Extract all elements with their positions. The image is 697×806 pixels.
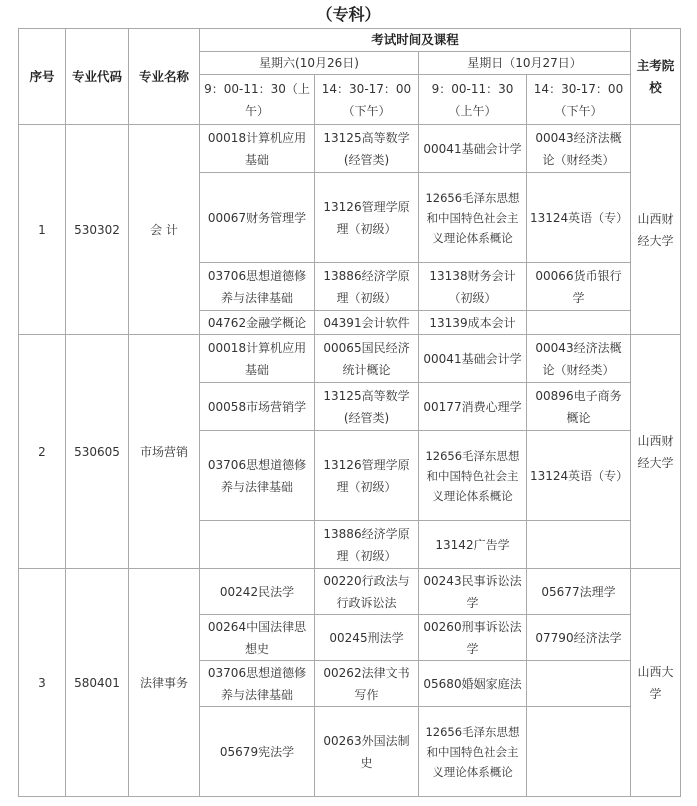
header-major-code: 专业代码 (66, 29, 129, 125)
major-code-cell: 530605 (66, 335, 129, 569)
course-cell: 12656毛泽东思想和中国特色社会主义理论体系概论 (419, 173, 527, 263)
school-cell: 山西大学 (631, 569, 681, 797)
course-cell: 00245刑法学 (315, 615, 419, 661)
course-cell: 00896电子商务概论 (527, 383, 631, 431)
course-cell: 04391会计软件 (315, 311, 419, 335)
seq-cell: 3 (19, 569, 66, 797)
header-saturday-morning: 9：00-11：30（上午） (200, 75, 315, 125)
course-cell: 00242民法学 (200, 569, 315, 615)
course-cell: 00260刑事诉讼法学 (419, 615, 527, 661)
major-code-cell: 530302 (66, 125, 129, 335)
major-name-cell: 法律事务 (129, 569, 200, 797)
major-code-cell: 580401 (66, 569, 129, 797)
page-title: （专科） (316, 5, 381, 24)
exam-schedule-table (18, 28, 681, 797)
course-cell: 13125高等数学(经管类) (315, 383, 419, 431)
course-cell: 05679宪法学 (200, 707, 315, 797)
course-cell: 00220行政法与行政诉讼法 (315, 569, 419, 615)
course-cell: 13138财务会计（初级） (419, 263, 527, 311)
course-cell: 03706思想道德修养与法律基础 (200, 431, 315, 521)
course-cell: 00066货币银行学 (527, 263, 631, 311)
school-cell: 山西财经大学 (631, 335, 681, 569)
course-cell: 00262法律文书写作 (315, 661, 419, 707)
course-cell: 00018计算机应用基础 (200, 335, 315, 383)
course-cell: 13886经济学原理（初级） (315, 521, 419, 569)
course-cell: 00067财务管理学 (200, 173, 315, 263)
course-cell: 13124英语（专） (527, 431, 631, 521)
course-cell: 13139成本会计 (419, 311, 527, 335)
header-major-name: 专业名称 (129, 29, 200, 125)
course-cell: 03706思想道德修养与法律基础 (200, 661, 315, 707)
course-cell: 00043经济法概论（财经类） (527, 335, 631, 383)
course-cell: 13124英语（专） (527, 173, 631, 263)
course-cell (200, 521, 315, 569)
seq-cell: 1 (19, 125, 66, 335)
course-cell: 00041基础会计学 (419, 335, 527, 383)
course-cell: 13886经济学原理（初级） (315, 263, 419, 311)
course-cell: 00263外国法制史 (315, 707, 419, 797)
course-cell (527, 311, 631, 335)
course-cell: 00058市场营销学 (200, 383, 315, 431)
course-cell: 04762金融学概论 (200, 311, 315, 335)
course-cell: 07790经济法学 (527, 615, 631, 661)
course-cell (527, 707, 631, 797)
course-cell: 13142广告学 (419, 521, 527, 569)
course-cell: 00177消费心理学 (419, 383, 527, 431)
header-seq: 序号 (19, 29, 66, 125)
course-cell (527, 661, 631, 707)
header-school: 主考院校 (631, 29, 681, 125)
major-name-cell: 会 计 (129, 125, 200, 335)
course-cell: 00043经济法概论（财经类） (527, 125, 631, 173)
course-cell: 13125高等数学(经管类) (315, 125, 419, 173)
course-cell: 03706思想道德修养与法律基础 (200, 263, 315, 311)
course-cell: 12656毛泽东思想和中国特色社会主义理论体系概论 (419, 431, 527, 521)
header-sunday: 星期日（10月27日） (419, 52, 631, 75)
course-cell: 00243民事诉讼法学 (419, 569, 527, 615)
header-sunday-morning: 9：00-11：30（上午） (419, 75, 527, 125)
course-cell: 13126管理学原理（初级） (315, 173, 419, 263)
course-cell: 05680婚姻家庭法 (419, 661, 527, 707)
table-row (19, 335, 681, 383)
header-saturday-afternoon: 14：30-17：00（下午） (315, 75, 419, 125)
course-cell: 00264中国法律思想史 (200, 615, 315, 661)
course-cell: 00041基础会计学 (419, 125, 527, 173)
table-row (19, 569, 681, 615)
header-saturday: 星期六(10月26日) (200, 52, 419, 75)
school-cell: 山西财经大学 (631, 125, 681, 335)
course-cell (527, 521, 631, 569)
course-cell: 13126管理学原理（初级） (315, 431, 419, 521)
header-sunday-afternoon: 14：30-17：00（下午） (527, 75, 631, 125)
course-cell: 12656毛泽东思想和中国特色社会主义理论体系概论 (419, 707, 527, 797)
course-cell: 05677法理学 (527, 569, 631, 615)
header-exam-time: 考试时间及课程 (200, 29, 631, 52)
table-row (19, 125, 681, 173)
major-name-cell: 市场营销 (129, 335, 200, 569)
course-cell: 00065国民经济统计概论 (315, 335, 419, 383)
course-cell: 00018计算机应用基础 (200, 125, 315, 173)
seq-cell: 2 (19, 335, 66, 569)
